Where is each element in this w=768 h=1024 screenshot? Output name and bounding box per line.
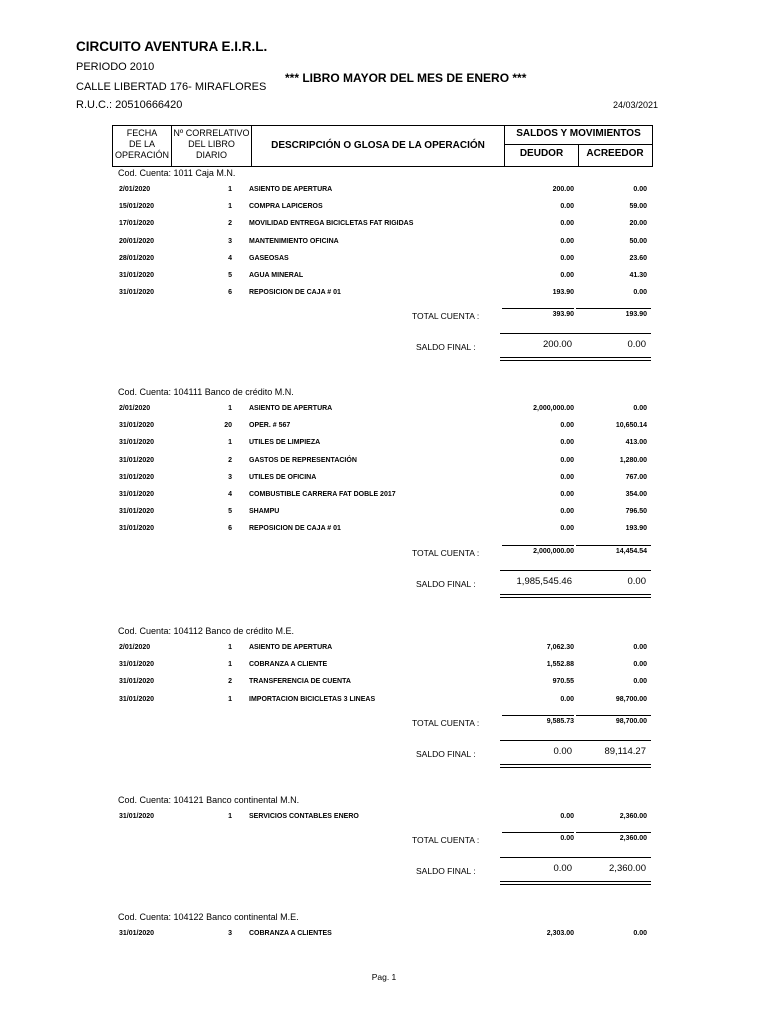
ledger-row: [0, 661, 768, 675]
ledger-row: [0, 457, 768, 471]
col-descripcion: DESCRIPCIÓN O GLOSA DE LA OPERACIÓN: [252, 126, 505, 166]
account-title: Cod. Cuenta: 1011 Caja M.N.: [118, 168, 236, 178]
total-rule-debit: [502, 545, 574, 546]
saldo-credit: 89,114.27: [604, 745, 646, 757]
row-credit: 23.60: [629, 254, 647, 262]
saldo-credit: 0.00: [627, 339, 646, 351]
row-correlativo: 20: [224, 422, 232, 430]
row-credit: 0.00: [633, 644, 647, 651]
total-credit: 193.90: [625, 311, 647, 319]
ledger-row: [0, 220, 768, 234]
ledger-row: [0, 272, 768, 286]
row-correlativo: 4: [228, 254, 232, 262]
row-date: 31/01/2020: [119, 661, 155, 669]
ledger-row: [0, 405, 768, 419]
row-debit: 970.55: [552, 678, 574, 686]
row-date: 17/01/2020: [119, 220, 155, 228]
row-correlativo: 5: [228, 272, 232, 279]
row-description: UTILES DE OFICINA: [249, 473, 317, 481]
col-saldos-title: SALDOS Y MOVIMIENTOS: [505, 126, 652, 145]
row-credit: 10,650.14: [615, 422, 647, 430]
account-title: Cod. Cuenta: 104112 Banco de crédito M.E.: [118, 626, 294, 636]
row-description: ASIENTO DE APERTURA: [249, 186, 333, 193]
row-date: 31/01/2020: [119, 272, 155, 279]
row-description: REPOSICION DE CAJA # 01: [249, 289, 341, 297]
row-debit: 0.00: [560, 525, 574, 533]
total-rule-credit: [576, 715, 651, 716]
total-label: TOTAL CUENTA :: [412, 717, 480, 728]
row-credit: 41.30: [629, 272, 647, 279]
row-date: 31/01/2020: [119, 525, 155, 533]
ledger-row: [0, 439, 768, 453]
row-credit: 98,700.00: [615, 695, 647, 703]
total-credit: 14,454.54: [615, 547, 647, 555]
row-debit: 0.00: [560, 456, 574, 464]
row-date: 31/01/2020: [119, 813, 155, 820]
saldo-debit: 0.00: [553, 745, 572, 757]
ledger-row: [0, 491, 768, 505]
page-number: Pag. 1: [371, 972, 397, 982]
row-description: REPOSICION DE CAJA # 01: [249, 525, 341, 533]
report-title: *** LIBRO MAYOR DEL MES DE ENERO ***: [285, 71, 527, 85]
row-description: UTILES DE LIMPIEZA: [249, 439, 321, 447]
row-description: COBRANZA A CLIENTES: [249, 930, 332, 937]
period-label: PERIODO 2010: [76, 61, 155, 73]
ledger-row: [0, 813, 768, 827]
saldo-double-rule: [500, 357, 651, 361]
row-date: 2/01/2020: [119, 644, 151, 651]
saldo-rule-top: [500, 570, 651, 571]
row-correlativo: 1: [228, 186, 232, 193]
col-acreedor: ACREEDOR: [586, 148, 644, 159]
row-description: GASTOS DE REPRESENTACIÓN: [249, 456, 357, 464]
row-description: SERVICIOS CONTABLES ENERO: [249, 813, 359, 820]
col-saldos: [505, 126, 652, 166]
row-credit: 59.00: [629, 203, 647, 211]
row-description: MOVILIDAD ENTREGA BICICLETAS FAT RIGIDAS: [249, 220, 414, 228]
row-date: 15/01/2020: [119, 203, 155, 211]
row-correlativo: 1: [228, 405, 232, 412]
col-fecha-line-1: FECHA: [126, 128, 158, 138]
total-debit: 393.90: [552, 311, 574, 319]
row-credit: 0.00: [633, 661, 647, 669]
saldo-label: SALDO FINAL :: [416, 866, 476, 877]
row-debit: 2,000,000.00: [533, 405, 574, 412]
row-debit: 200.00: [552, 186, 574, 193]
ledger-row: [0, 696, 768, 710]
saldo-credit: 0.00: [627, 575, 646, 587]
total-label: TOTAL CUENTA :: [412, 311, 480, 322]
row-debit: 7,062.30: [546, 644, 574, 651]
saldo-label: SALDO FINAL :: [416, 748, 476, 759]
total-rule-debit: [502, 308, 574, 309]
ledger-row: [0, 238, 768, 252]
row-correlativo: 1: [228, 695, 232, 703]
row-description: AGUA MINERAL: [249, 272, 304, 279]
row-description: TRANSFERENCIA DE CUENTA: [249, 678, 351, 686]
row-correlativo: 3: [228, 237, 232, 245]
company-address: CALLE LIBERTAD 176- MIRAFLORES: [76, 81, 267, 93]
row-correlativo: 1: [228, 203, 232, 211]
total-label: TOTAL CUENTA :: [412, 835, 480, 846]
row-debit: 0.00: [560, 491, 574, 498]
row-credit: 0.00: [633, 289, 647, 297]
ledger-row: [0, 508, 768, 522]
print-date: 24/03/2021: [612, 100, 658, 110]
row-correlativo: 2: [228, 220, 232, 228]
ledger-row: [0, 678, 768, 692]
row-date: 31/01/2020: [119, 456, 155, 464]
row-date: 31/01/2020: [119, 930, 155, 937]
row-correlativo: 6: [228, 289, 232, 297]
row-debit: 0.00: [560, 203, 574, 211]
row-debit: 0.00: [560, 220, 574, 228]
row-description: OPER. # 567: [249, 422, 291, 430]
company-name: CIRCUITO AVENTURA E.I.R.L.: [76, 39, 268, 54]
row-date: 31/01/2020: [119, 422, 155, 430]
row-credit: 796.50: [625, 508, 647, 516]
row-credit: 354.00: [625, 491, 647, 498]
ledger-row: [0, 422, 768, 436]
saldo-rule-top: [500, 740, 651, 741]
row-correlativo: 1: [228, 813, 232, 820]
row-description: GASEOSAS: [249, 254, 289, 262]
row-debit: 0.00: [560, 439, 574, 447]
row-date: 2/01/2020: [119, 186, 151, 193]
total-rule-credit: [576, 545, 651, 546]
total-credit: 2,360.00: [619, 835, 647, 843]
saldo-debit: 1,985,545.46: [516, 575, 572, 587]
row-debit: 0.00: [560, 508, 574, 516]
row-correlativo: 3: [228, 473, 232, 481]
row-date: 31/01/2020: [119, 508, 155, 516]
row-description: SHAMPU: [249, 508, 280, 516]
row-date: 28/01/2020: [119, 254, 155, 262]
row-date: 31/01/2020: [119, 695, 155, 703]
saldo-double-rule: [500, 881, 651, 885]
ledger-row: [0, 525, 768, 539]
total-debit: 0.00: [560, 835, 574, 843]
row-credit: 193.90: [625, 525, 647, 533]
row-description: ASIENTO DE APERTURA: [249, 405, 333, 412]
row-description: COBRANZA A CLIENTE: [249, 661, 328, 669]
row-debit: 0.00: [560, 813, 574, 820]
row-correlativo: 2: [228, 678, 232, 686]
row-description: COMPRA LAPICEROS: [249, 203, 323, 211]
row-debit: 0.00: [560, 695, 574, 703]
saldo-rule-top: [500, 857, 651, 858]
row-credit: 0.00: [633, 678, 647, 686]
col-fecha: [113, 126, 172, 166]
row-debit: 0.00: [560, 254, 574, 262]
account-title: Cod. Cuenta: 104111 Banco de crédito M.N.: [118, 387, 294, 397]
col-correlativo-line-2: DEL LIBRO: [188, 139, 235, 149]
row-credit: 2,360.00: [619, 813, 647, 820]
ledger-row: [0, 186, 768, 200]
ledger-row: [0, 289, 768, 303]
row-date: 31/01/2020: [119, 473, 155, 481]
row-correlativo: 5: [228, 508, 232, 516]
total-rule-debit: [502, 832, 574, 833]
row-date: 31/01/2020: [119, 491, 155, 498]
saldo-debit: 0.00: [553, 863, 572, 875]
saldo-debit: 200.00: [542, 339, 572, 351]
row-debit: 193.90: [552, 289, 574, 297]
row-debit: 0.00: [560, 422, 574, 430]
account-title: Cod. Cuenta: 104121 Banco continental M.N.: [118, 795, 300, 805]
total-debit: 2,000,000.00: [533, 547, 574, 555]
total-debit: 9,585.73: [546, 717, 574, 725]
row-date: 31/01/2020: [119, 289, 155, 297]
total-credit: 98,700.00: [615, 717, 647, 725]
ledger-row: [0, 644, 768, 658]
total-label: TOTAL CUENTA :: [412, 547, 480, 558]
row-correlativo: 2: [228, 456, 232, 464]
saldo-label: SALDO FINAL :: [416, 578, 476, 589]
ledger-row: [0, 474, 768, 488]
row-correlativo: 1: [228, 439, 232, 447]
col-fecha-line-2: DE LA: [128, 139, 155, 149]
col-correlativo: [172, 126, 252, 166]
row-correlativo: 1: [228, 644, 232, 651]
row-date: 2/01/2020: [119, 405, 151, 412]
total-rule-credit: [576, 308, 651, 309]
row-credit: 767.00: [625, 473, 647, 481]
saldo-double-rule: [500, 764, 651, 768]
row-correlativo: 6: [228, 525, 232, 533]
row-date: 20/01/2020: [119, 237, 155, 245]
row-debit: 0.00: [560, 272, 574, 279]
company-ruc: R.U.C.: 20510666420: [76, 99, 183, 111]
col-correlativo-line-3: DIARIO: [195, 150, 227, 160]
col-correlativo-line-1: Nº CORRELATIVO: [173, 128, 250, 138]
row-credit: 20.00: [629, 220, 647, 228]
column-header: [112, 125, 653, 167]
ledger-row: [0, 255, 768, 269]
row-correlativo: 4: [228, 491, 232, 498]
row-debit: 0.00: [560, 473, 574, 481]
col-fecha-line-3: OPERACIÓN: [114, 150, 169, 160]
ledger-row: [0, 930, 768, 944]
row-credit: 1,280.00: [619, 456, 647, 464]
row-credit: 0.00: [633, 930, 647, 937]
row-credit: 50.00: [629, 237, 647, 245]
row-debit: 0.00: [560, 237, 574, 245]
row-description: COMBUSTIBLE CARRERA FAT DOBLE 2017: [249, 491, 396, 498]
row-correlativo: 3: [228, 930, 232, 937]
row-debit: 2,303.00: [546, 930, 574, 937]
account-title: Cod. Cuenta: 104122 Banco continental M.E.: [118, 912, 299, 922]
row-correlativo: 1: [228, 661, 232, 669]
row-description: MANTENIMIENTO OFICINA: [249, 237, 339, 245]
saldo-credit: 2,360.00: [609, 863, 646, 875]
row-credit: 413.00: [625, 439, 647, 447]
row-description: IMPORTACION BICICLETAS 3 LINEAS: [249, 695, 376, 703]
total-rule-credit: [576, 832, 651, 833]
ledger-row: [0, 203, 768, 217]
saldo-double-rule: [500, 594, 651, 598]
col-deudor: DEUDOR: [505, 144, 579, 166]
row-description: ASIENTO DE APERTURA: [249, 644, 333, 651]
saldo-label: SALDO FINAL :: [416, 342, 476, 353]
total-rule-debit: [502, 715, 574, 716]
row-date: 31/01/2020: [119, 439, 155, 447]
row-credit: 0.00: [633, 186, 647, 193]
row-debit: 1,552.88: [546, 661, 574, 669]
saldo-rule-top: [500, 333, 651, 334]
row-date: 31/01/2020: [119, 678, 155, 686]
row-credit: 0.00: [633, 405, 647, 412]
